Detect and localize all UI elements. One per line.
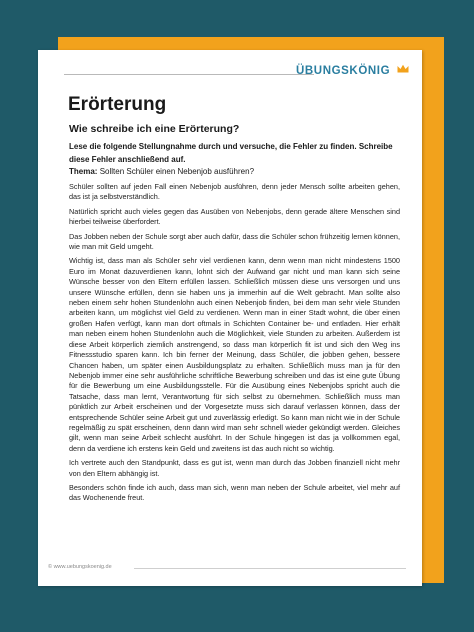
topic-label: Thema: [69, 167, 98, 176]
essay-paragraph: Schüler sollten auf jeden Fall einen Nebenjob ausführen, denn jeder Mensch sollte arbeiten gehen, das ist ja selbstverständlich. [69, 182, 400, 202]
essay-paragraph: Natürlich spricht auch vieles gegen das Ausüben von Nebenjobs, denn gerade ältere Menschen sind hierbei teilweise überfordert. [69, 206, 400, 227]
essay-text [69, 182, 400, 508]
brand-logo: ÜBUNGSKÖNIG [296, 65, 391, 77]
essay-paragraph: Besonders schön finde ich auch, dass man sich, wenn man neben der Schule arbeitet, viel mehr auf das Wochenende freut. [69, 482, 400, 503]
crown-icon [397, 64, 409, 73]
topic-line [69, 166, 254, 177]
task-instruction: Lese die folgende Stellungnahme durch und versuche, die Fehler zu finden. Schreibe diese Fehler anschließend auf. [69, 142, 393, 164]
footer-divider [134, 568, 406, 569]
page-subtitle: Wie schreibe ich eine Erörterung? [69, 123, 240, 135]
header-divider [64, 74, 314, 75]
footer-copyright: © www.uebungskoenig.de [48, 564, 112, 570]
essay-paragraph: Ich vertrete auch den Standpunkt, dass es gut ist, wenn man durch das Jobben finanziell nicht mehr von den Eltern abhängig ist. [69, 458, 400, 478]
topic-text: Sollten Schüler einen Nebenjob ausführen? [99, 167, 255, 176]
worksheet-page [38, 50, 422, 586]
essay-paragraph: Das Jobben neben der Schule sorgt aber auch dafür, dass die Schüler schon frühzeitig lernen können, wie man mit Geld umgeht. [69, 231, 400, 252]
essay-paragraph: Wichtig ist, dass man als Schüler sehr viel verdienen kann, denn wenn man nicht mindestens 1500 Euro im Monat dazuverdienen kann, lohnt sich der Aufwand gar nicht und man kann sich seine Wünsche besser von den Eltern erfüllen lassen. Schließlich müssen diese uns versorgen und uns unsere Wünsche erfüllen, denn sie haben uns ja immerhin auf die Welt gebracht. Man sollte also neben einem sehr hohen Stundenlohn auch einen Nebenjob finden, bei dem man sehr viele Stunden arbeiten kann, um möglichst viel Geld zu verdienen. Wenn man in einer Stadt wohnt, die über einen großen Hafen verfügt, kann man dort oftmals in Schichten Container be- und entladen. Hier erhält man neben einem hohen Stundenlohn auch die Möglichkeit, viele Stunden zu arbeiten. Außerdem ist diese Arbeit körperlich ziemlich anstrengend, so dass man körperlich fit ist und sich den Weg ins Fitnessstudio sparen kann. Ich bin ferner der Meinung, dass Schüler, die jobben gehen, bessere Chancen haben, um später einen Ausbildungsplatz zu erhalten. Schließlich muss man ja für den Nebenjob immer eine sehr ausführliche schriftliche Bewerbung schreiben und das ist eine gute Übung für die Bewerbung um eine Ausbildungsstelle. Für die Ausübung eines Nebenjobs spricht auch die Tatsache, dass man lernt, Verantwortung für sich selbst zu übernehmen. Schließlich muss man pünktlich zur Arbeit erscheinen und der Vorgesetzte muss sich darauf verlassen können, dass der entsprechende Schüler seine Arbeit gut und zuverlässig erledigt. So kann man nicht wie in der Schule regelmäßig zu spät erscheinen, denn dann wird man sehr schnell wieder gekündigt werden. Gleiches gilt, wenn man seine Arbeit schlecht ausführt. In der Schule hingegen ist das ja vollkommen egal, denn da verdiene ich erstens kein Geld und zweitens ist das auch nicht so wichtig. [69, 256, 400, 453]
page-title: Erörterung [68, 94, 167, 115]
